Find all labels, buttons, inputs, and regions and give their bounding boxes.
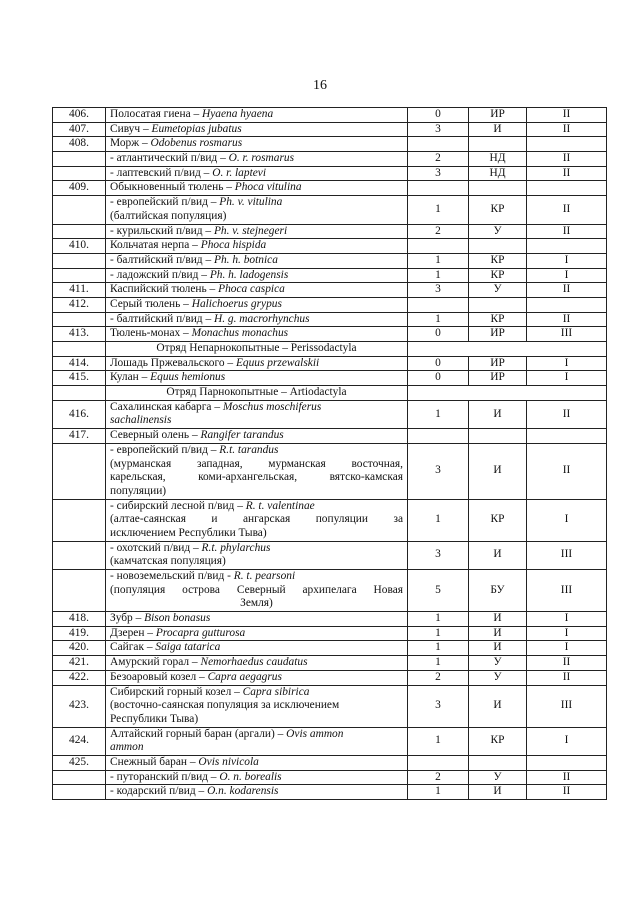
category-cell: 0 bbox=[408, 356, 469, 371]
species-name bbox=[106, 122, 408, 137]
category-cell bbox=[408, 297, 469, 312]
latin-name: Capra sibirica bbox=[242, 685, 310, 698]
status-cell: И bbox=[469, 785, 527, 800]
category-cell: 1 bbox=[408, 253, 469, 268]
latin-name: Nemorhaedus caudatus bbox=[200, 656, 308, 669]
latin-name: Phoca hispida bbox=[200, 239, 267, 252]
table-row bbox=[53, 429, 607, 444]
protection-group-cell: II bbox=[527, 770, 607, 785]
protection-group-cell: II bbox=[527, 152, 607, 167]
status-cell: И bbox=[469, 443, 527, 499]
common-name: Амурский горал – bbox=[110, 656, 201, 669]
latin-name: Bison bonasus bbox=[144, 612, 211, 625]
row-number: 418. bbox=[53, 612, 106, 627]
common-name: Лошадь Пржевальского – bbox=[110, 356, 236, 369]
table-row bbox=[53, 108, 607, 123]
row-number bbox=[53, 386, 106, 401]
common-name: Сахалинская кабарга – bbox=[110, 400, 223, 413]
latin-name: O. r. rosmarus bbox=[228, 152, 295, 165]
species-name bbox=[106, 108, 408, 123]
species-name bbox=[106, 443, 408, 499]
latin-name-cont: sachalinensis bbox=[110, 414, 172, 427]
species-name bbox=[106, 196, 408, 224]
status-cell: И bbox=[469, 541, 527, 569]
row-number bbox=[53, 499, 106, 541]
table-row bbox=[53, 224, 607, 239]
table-row bbox=[53, 253, 607, 268]
status-cell: ИР bbox=[469, 356, 527, 371]
common-name: - европейский п/вид – bbox=[110, 196, 220, 209]
latin-name: Odobenus rosmarus bbox=[150, 137, 243, 150]
protection-group-cell bbox=[527, 137, 607, 152]
table-row bbox=[53, 327, 607, 342]
species-name bbox=[106, 685, 408, 727]
protection-group-cell: I bbox=[527, 356, 607, 371]
category-cell: 1 bbox=[408, 268, 469, 283]
row-number bbox=[53, 541, 106, 569]
status-cell: БУ bbox=[469, 570, 527, 612]
table-row bbox=[53, 656, 607, 671]
protection-group-cell: II bbox=[527, 785, 607, 800]
category-cell: 1 bbox=[408, 400, 469, 428]
protection-group-cell: III bbox=[527, 541, 607, 569]
row-number: 407. bbox=[53, 122, 106, 137]
row-number: 419. bbox=[53, 626, 106, 641]
category-cell: 0 bbox=[408, 108, 469, 123]
species-name bbox=[106, 429, 408, 444]
table-row bbox=[53, 727, 607, 755]
table-row bbox=[53, 541, 607, 569]
species-name bbox=[106, 371, 408, 386]
species-name bbox=[106, 283, 408, 298]
species-name bbox=[106, 541, 408, 569]
species-name bbox=[106, 268, 408, 283]
table-row bbox=[53, 312, 607, 327]
common-name: Зубр – bbox=[110, 612, 145, 625]
category-cell: 2 bbox=[408, 670, 469, 685]
table-row bbox=[53, 297, 607, 312]
common-name: - охотский п/вид – bbox=[110, 541, 202, 554]
common-name: - новоземельский п/вид - bbox=[110, 570, 234, 582]
status-cell: И bbox=[469, 122, 527, 137]
row-number bbox=[53, 312, 106, 327]
status-cell: КР bbox=[469, 312, 527, 327]
species-name bbox=[106, 224, 408, 239]
species-name bbox=[106, 312, 408, 327]
row-number bbox=[53, 342, 106, 357]
common-name: - балтийский п/вид – bbox=[110, 253, 214, 266]
species-name bbox=[106, 499, 408, 541]
category-cell: 1 bbox=[408, 641, 469, 656]
status-cell bbox=[469, 137, 527, 152]
latin-name: Moschus moschiferus bbox=[222, 400, 322, 413]
common-name: Алтайский горный баран (аргали) – bbox=[110, 727, 287, 740]
category-cell: 1 bbox=[408, 785, 469, 800]
order-row bbox=[53, 342, 607, 357]
common-name: Морж – bbox=[110, 137, 151, 150]
common-name: - атлантический п/вид – bbox=[110, 152, 229, 165]
latin-name: Hyaena hyaena bbox=[202, 108, 274, 120]
category-cell: 1 bbox=[408, 312, 469, 327]
row-number: 415. bbox=[53, 371, 106, 386]
protection-group-cell bbox=[527, 297, 607, 312]
row-number bbox=[53, 152, 106, 167]
table-row bbox=[53, 570, 607, 612]
status-cell: КР bbox=[469, 253, 527, 268]
row-number bbox=[53, 443, 106, 499]
latin-name: O. n. borealis bbox=[219, 770, 282, 783]
population-note: (балтийская популяция) bbox=[110, 209, 227, 222]
status-cell: У bbox=[469, 224, 527, 239]
empty-cell bbox=[408, 342, 607, 357]
table-row bbox=[53, 268, 607, 283]
row-number: 421. bbox=[53, 656, 106, 671]
species-name bbox=[106, 670, 408, 685]
protection-group-cell: II bbox=[527, 224, 607, 239]
table-row bbox=[53, 785, 607, 800]
status-cell: ИР bbox=[469, 327, 527, 342]
protection-group-cell: III bbox=[527, 327, 607, 342]
species-name bbox=[106, 755, 408, 770]
latin-name: Equus przewalskii bbox=[235, 356, 320, 369]
table-row bbox=[53, 196, 607, 224]
latin-name: O.n. kodarensis bbox=[207, 785, 279, 798]
protection-group-cell: I bbox=[527, 612, 607, 627]
row-number bbox=[53, 224, 106, 239]
category-cell: 3 bbox=[408, 122, 469, 137]
category-cell bbox=[408, 429, 469, 444]
common-name: - ладожский п/вид – bbox=[110, 268, 210, 281]
latin-name: Ph. h. ladogensis bbox=[209, 268, 289, 281]
row-number: 422. bbox=[53, 670, 106, 685]
species-name bbox=[106, 152, 408, 167]
status-cell: КР bbox=[469, 196, 527, 224]
category-cell bbox=[408, 239, 469, 254]
status-cell: У bbox=[469, 770, 527, 785]
row-number: 417. bbox=[53, 429, 106, 444]
species-name bbox=[106, 181, 408, 196]
common-name: - сибирский лесной п/вид – bbox=[110, 499, 246, 512]
order-heading: Отряд Непарнокопытные – Perissodactyla bbox=[106, 342, 408, 357]
category-cell: 1 bbox=[408, 626, 469, 641]
latin-name: O. r. laptevi bbox=[212, 166, 267, 179]
protection-group-cell: I bbox=[527, 727, 607, 755]
status-cell: У bbox=[469, 670, 527, 685]
latin-name: Procapra gutturosa bbox=[155, 626, 246, 639]
population-note: (алтае-саянская и ангарская популяции за bbox=[110, 513, 403, 526]
protection-group-cell: I bbox=[527, 626, 607, 641]
latin-name: Halichoerus grypus bbox=[191, 297, 282, 310]
species-name bbox=[106, 770, 408, 785]
order-row bbox=[53, 386, 607, 401]
species-table bbox=[52, 107, 607, 800]
latin-name: Ph. h. botnica bbox=[214, 253, 278, 266]
table-row bbox=[53, 670, 607, 685]
common-name: Сибирский горный козел – bbox=[110, 685, 243, 698]
category-cell: 3 bbox=[408, 541, 469, 569]
row-number: 412. bbox=[53, 297, 106, 312]
protection-group-cell: I bbox=[527, 371, 607, 386]
status-cell: НД bbox=[469, 152, 527, 167]
common-name: Серый тюлень – bbox=[110, 297, 192, 310]
latin-name: Eumetopias jubatus bbox=[151, 122, 242, 135]
protection-group-cell: II bbox=[527, 122, 607, 137]
population-note: Республики Тыва) bbox=[110, 712, 199, 725]
row-number: 420. bbox=[53, 641, 106, 656]
category-cell: 0 bbox=[408, 327, 469, 342]
population-note: (камчатская популяция) bbox=[110, 555, 226, 568]
protection-group-cell: II bbox=[527, 108, 607, 123]
row-number: 416. bbox=[53, 400, 106, 428]
protection-group-cell: I bbox=[527, 641, 607, 656]
row-number bbox=[53, 166, 106, 181]
status-cell: КР bbox=[469, 499, 527, 541]
row-number: 406. bbox=[53, 108, 106, 123]
category-cell: 1 bbox=[408, 727, 469, 755]
protection-group-cell: III bbox=[527, 570, 607, 612]
latin-name: R. t. pearsoni bbox=[233, 570, 296, 582]
latin-name: Phoca vitulina bbox=[234, 181, 302, 194]
table-row bbox=[53, 239, 607, 254]
row-number: 411. bbox=[53, 283, 106, 298]
order-heading: Отряд Парнокопытные – Artiodactyla bbox=[106, 386, 408, 401]
species-name bbox=[106, 612, 408, 627]
status-cell: ИР bbox=[469, 108, 527, 123]
species-name bbox=[106, 785, 408, 800]
population-note: исключением Республики Тыва) bbox=[110, 526, 267, 539]
row-number bbox=[53, 785, 106, 800]
category-cell: 2 bbox=[408, 152, 469, 167]
status-cell bbox=[469, 239, 527, 254]
species-name bbox=[106, 297, 408, 312]
table-row bbox=[53, 166, 607, 181]
population-note: (восточно-саянская популяция за исключением bbox=[110, 699, 340, 712]
common-name: - кодарский п/вид – bbox=[110, 785, 208, 798]
table-row bbox=[53, 122, 607, 137]
latin-name: Monachus monachus bbox=[191, 327, 289, 340]
common-name: - балтийский п/вид – bbox=[110, 312, 214, 325]
status-cell: ИР bbox=[469, 371, 527, 386]
category-cell: 5 bbox=[408, 570, 469, 612]
status-cell: У bbox=[469, 283, 527, 298]
protection-group-cell: II bbox=[527, 312, 607, 327]
species-name bbox=[106, 356, 408, 371]
status-cell: И bbox=[469, 612, 527, 627]
common-name: - лаптевский п/вид – bbox=[110, 166, 213, 179]
latin-name: Ph. v. vitulina bbox=[219, 196, 283, 209]
population-note: (мурманская западная, мурманская восточная, bbox=[110, 457, 403, 470]
category-cell: 3 bbox=[408, 283, 469, 298]
table-row bbox=[53, 499, 607, 541]
species-name bbox=[106, 239, 408, 254]
latin-name: R. t. valentinae bbox=[245, 499, 315, 512]
common-name: Кольчатая нерпа – bbox=[110, 239, 201, 252]
common-name: Северный олень – bbox=[110, 429, 201, 442]
page-number: 16 bbox=[313, 78, 327, 93]
species-name bbox=[106, 570, 408, 612]
species-name bbox=[106, 626, 408, 641]
row-number bbox=[53, 770, 106, 785]
category-cell bbox=[408, 137, 469, 152]
category-cell bbox=[408, 755, 469, 770]
category-cell: 1 bbox=[408, 196, 469, 224]
category-cell: 2 bbox=[408, 770, 469, 785]
latin-name: Saiga tatarica bbox=[155, 641, 221, 654]
protection-group-cell bbox=[527, 181, 607, 196]
table-row bbox=[53, 400, 607, 428]
category-cell: 1 bbox=[408, 656, 469, 671]
species-name bbox=[106, 400, 408, 428]
latin-name: Rangifer tarandus bbox=[200, 429, 284, 442]
status-cell bbox=[469, 297, 527, 312]
protection-group-cell bbox=[527, 755, 607, 770]
row-number bbox=[53, 570, 106, 612]
status-cell bbox=[469, 755, 527, 770]
status-cell bbox=[469, 181, 527, 196]
table-row bbox=[53, 770, 607, 785]
category-cell: 3 bbox=[408, 443, 469, 499]
protection-group-cell bbox=[527, 239, 607, 254]
latin-name: Phoca caspica bbox=[218, 283, 285, 296]
table-row bbox=[53, 283, 607, 298]
latin-name: Ovis ammon bbox=[286, 727, 344, 740]
common-name: Кулан – bbox=[110, 371, 151, 384]
empty-cell bbox=[408, 386, 607, 401]
common-name: Каспийский тюлень – bbox=[110, 283, 219, 296]
table-row bbox=[53, 626, 607, 641]
species-name bbox=[106, 727, 408, 755]
latin-name: H. g. macrorhynchus bbox=[214, 312, 310, 325]
table-row bbox=[53, 356, 607, 371]
latin-name: Capra aegagrus bbox=[207, 670, 282, 683]
row-number: 409. bbox=[53, 181, 106, 196]
status-cell: НД bbox=[469, 166, 527, 181]
common-name: Тюлень-монах – bbox=[110, 327, 192, 340]
protection-group-cell: II bbox=[527, 656, 607, 671]
category-cell: 3 bbox=[408, 685, 469, 727]
latin-name: Ph. v. stejnegeri bbox=[213, 224, 288, 237]
protection-group-cell: I bbox=[527, 499, 607, 541]
status-cell: У bbox=[469, 656, 527, 671]
table-row bbox=[53, 181, 607, 196]
row-number: 414. bbox=[53, 356, 106, 371]
category-cell bbox=[408, 181, 469, 196]
category-cell: 1 bbox=[408, 612, 469, 627]
common-name: - курильский п/вид – bbox=[110, 224, 214, 237]
protection-group-cell: II bbox=[527, 443, 607, 499]
status-cell: КР bbox=[469, 727, 527, 755]
protection-group-cell: I bbox=[527, 253, 607, 268]
protection-group-cell: II bbox=[527, 670, 607, 685]
row-number bbox=[53, 196, 106, 224]
latin-name: R.t. tarandus bbox=[219, 443, 279, 456]
table-row bbox=[53, 443, 607, 499]
species-name bbox=[106, 656, 408, 671]
status-cell bbox=[469, 429, 527, 444]
row-number: 410. bbox=[53, 239, 106, 254]
common-name: Дзерен – bbox=[110, 626, 156, 639]
common-name: Полосатая гиена – bbox=[110, 108, 203, 120]
row-number: 425. bbox=[53, 755, 106, 770]
protection-group-cell bbox=[527, 429, 607, 444]
common-name: Сайгак – bbox=[110, 641, 156, 654]
common-name: Безоаровый козел – bbox=[110, 670, 208, 683]
table-row bbox=[53, 612, 607, 627]
status-cell: И bbox=[469, 626, 527, 641]
table-row bbox=[53, 137, 607, 152]
protection-group-cell: II bbox=[527, 400, 607, 428]
common-name: - европейский п/вид – bbox=[110, 443, 220, 456]
species-name bbox=[106, 253, 408, 268]
protection-group-cell: II bbox=[527, 283, 607, 298]
common-name: Сивуч – bbox=[110, 122, 152, 135]
table-row bbox=[53, 685, 607, 727]
population-note: Земля) bbox=[240, 597, 273, 610]
protection-group-cell: III bbox=[527, 685, 607, 727]
species-name bbox=[106, 641, 408, 656]
population-note: популяции) bbox=[110, 484, 167, 497]
category-cell: 2 bbox=[408, 224, 469, 239]
row-number bbox=[53, 268, 106, 283]
latin-name: Ovis nivicola bbox=[198, 755, 259, 768]
common-name: Снежный баран – bbox=[110, 755, 199, 768]
table-row bbox=[53, 371, 607, 386]
table-row bbox=[53, 152, 607, 167]
status-cell: И bbox=[469, 641, 527, 656]
latin-name-cont: ammon bbox=[110, 741, 144, 754]
protection-group-cell: I bbox=[527, 268, 607, 283]
row-number: 424. bbox=[53, 727, 106, 755]
species-name bbox=[106, 137, 408, 152]
category-cell: 0 bbox=[408, 371, 469, 386]
row-number: 408. bbox=[53, 137, 106, 152]
category-cell: 1 bbox=[408, 499, 469, 541]
status-cell: КР bbox=[469, 268, 527, 283]
row-number: 423. bbox=[53, 685, 106, 727]
table-row bbox=[53, 641, 607, 656]
latin-name: R.t. phylarchus bbox=[201, 541, 271, 554]
common-name: - путоранский п/вид – bbox=[110, 770, 220, 783]
row-number: 413. bbox=[53, 327, 106, 342]
latin-name: Equus hemionus bbox=[150, 371, 226, 384]
status-cell: И bbox=[469, 400, 527, 428]
population-note: карельская, коми-архангельская, вятско-камская bbox=[110, 471, 403, 484]
row-number bbox=[53, 253, 106, 268]
category-cell: 3 bbox=[408, 166, 469, 181]
protection-group-cell: II bbox=[527, 196, 607, 224]
common-name: Обыкновенный тюлень – bbox=[110, 181, 235, 194]
status-cell: И bbox=[469, 685, 527, 727]
population-note: (популяция острова Северный архипелага Новая bbox=[110, 583, 403, 596]
protection-group-cell: II bbox=[527, 166, 607, 181]
species-name bbox=[106, 327, 408, 342]
species-name bbox=[106, 166, 408, 181]
table-row bbox=[53, 755, 607, 770]
